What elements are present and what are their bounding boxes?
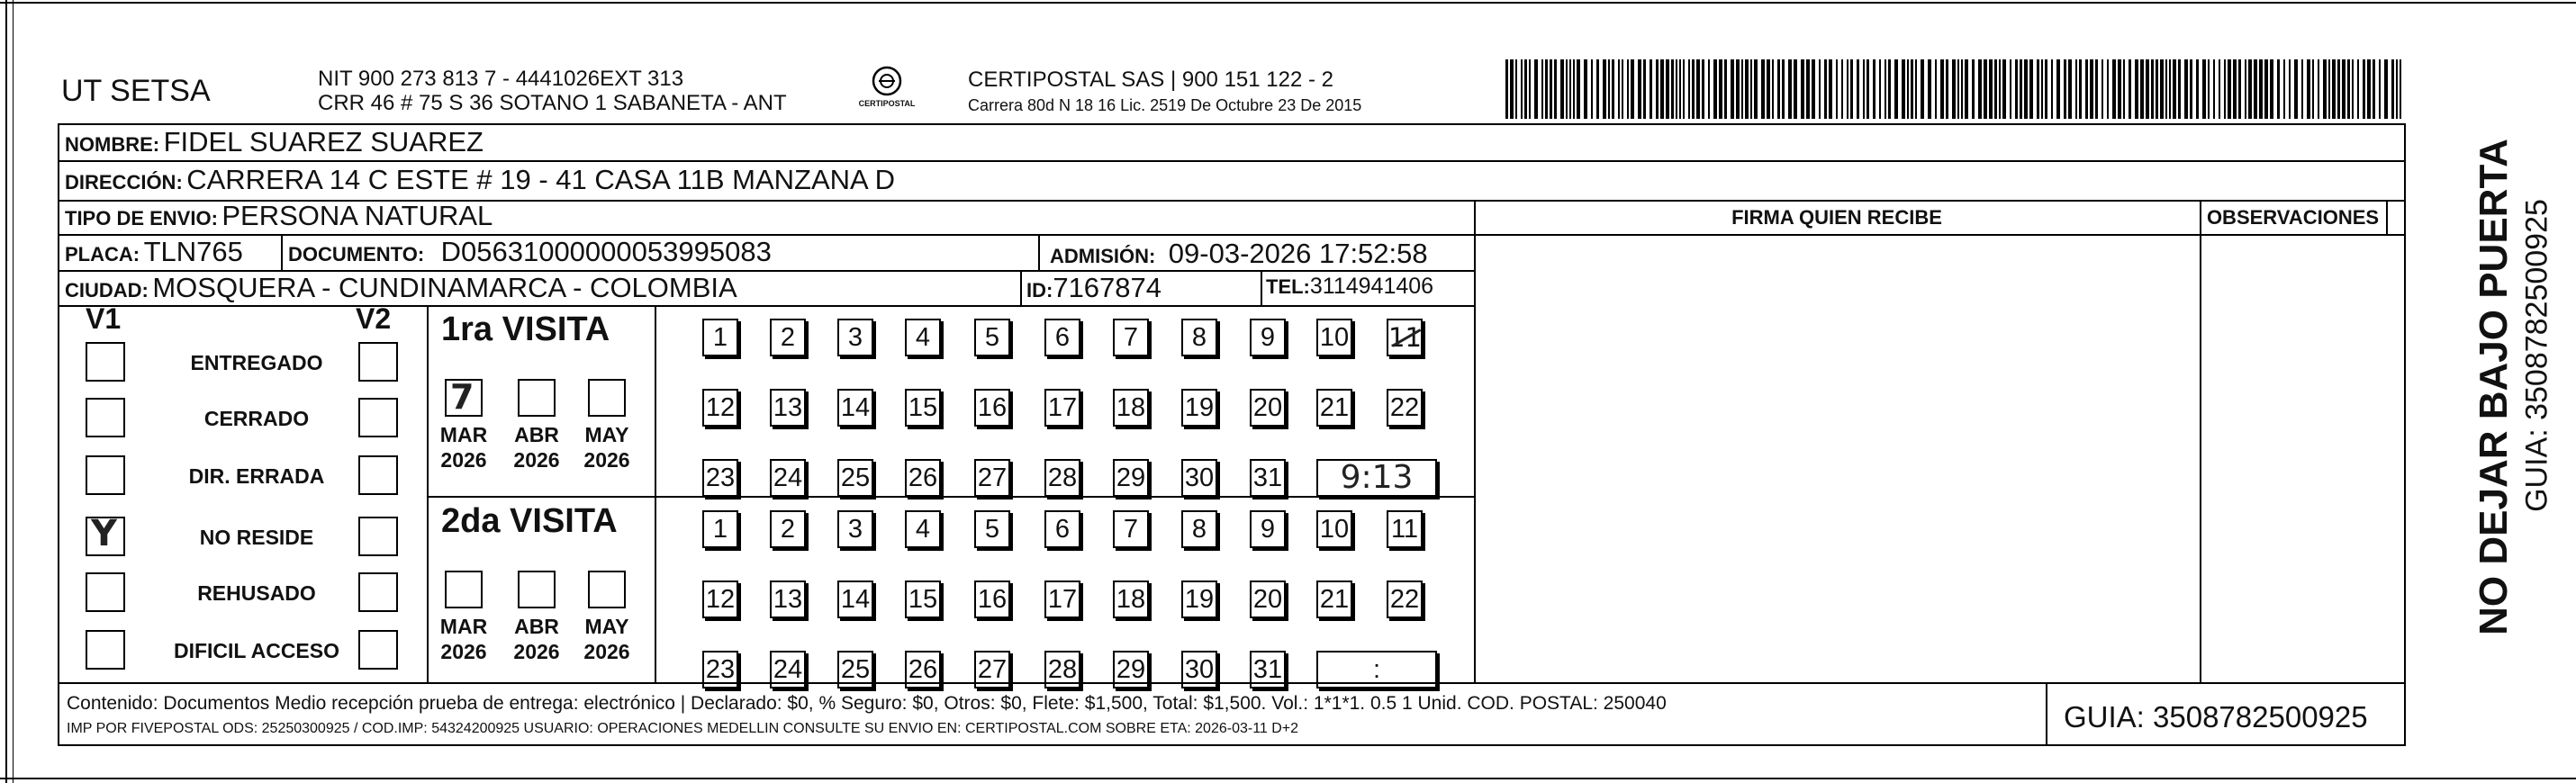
ciudad-field (65, 272, 737, 304)
visit-2-day-21[interactable]: 21 (1316, 580, 1352, 618)
visit-1-day-6[interactable]: 6 (1044, 319, 1080, 356)
col-line (1038, 234, 1040, 270)
visit-2-month-label: MAR (439, 615, 488, 638)
status-label: DIR. ERRADA (188, 464, 325, 488)
placa-value: TLN765 (143, 236, 243, 267)
visit-2-day-17[interactable]: 17 (1044, 580, 1080, 618)
tel-field (1266, 274, 1433, 300)
visit-1-day-24[interactable]: 24 (770, 459, 806, 497)
visit-2-day-24[interactable]: 24 (770, 651, 806, 688)
v1-checkbox-3[interactable] (86, 513, 125, 556)
documento-label: DOCUMENTO: (288, 243, 425, 266)
visit-1-day-30[interactable]: 30 (1181, 459, 1217, 497)
firma-header: FIRMA QUIEN RECIBE (1731, 206, 1942, 229)
visit-1-month-label: MAY (584, 423, 629, 446)
row-line (58, 305, 1476, 307)
visit-2-day-14[interactable]: 14 (837, 580, 873, 618)
visit-2-day-11[interactable]: 11 (1387, 510, 1423, 548)
visit-1-day-14[interactable]: 14 (837, 389, 873, 427)
placa-label: PLACA: (65, 243, 140, 266)
visit-1-day-16[interactable]: 16 (974, 389, 1010, 427)
visit-1-day-12[interactable]: 12 (702, 389, 738, 427)
visit-1-day-25[interactable]: 25 (837, 459, 873, 497)
v1-checkbox-1[interactable] (86, 398, 125, 437)
visit-1-day-15[interactable]: 15 (905, 389, 941, 427)
id-field (1026, 272, 1161, 304)
certipostal-logo (855, 65, 918, 113)
v1-checkbox-5[interactable] (86, 630, 125, 670)
visit-1-day-3[interactable]: 3 (837, 319, 873, 356)
v1-checkbox-4[interactable] (86, 572, 125, 612)
col-line (655, 305, 656, 682)
footer-guia: GUIA: 3508782500925 (2064, 700, 2368, 734)
visit-2-day-27[interactable]: 27 (974, 651, 1010, 688)
visit-2-day-20[interactable]: 20 (1250, 580, 1286, 618)
logo-text: CERTIPOSTAL (858, 99, 916, 108)
visit-2-day-13[interactable]: 13 (770, 580, 806, 618)
visit-2-day-5[interactable]: 5 (974, 510, 1010, 548)
v2-checkbox-3[interactable] (358, 517, 398, 556)
day-handwritten-mark (1392, 328, 1422, 347)
visit-2-time-box[interactable]: : (1316, 651, 1437, 688)
visit-2-day-19[interactable]: 19 (1181, 580, 1217, 618)
admision-field (1050, 238, 1428, 270)
visit-2-day-26[interactable]: 26 (905, 651, 941, 688)
v1-checkbox-0[interactable] (86, 342, 125, 382)
left-border-line (5, 0, 7, 783)
nombre-field (65, 126, 484, 158)
visit-2-year-label: 2026 (513, 640, 560, 663)
visit-1-day-26[interactable]: 26 (905, 459, 941, 497)
direccion-label: DIRECCIÓN: (65, 171, 183, 194)
visit-2-month-checkbox-0[interactable] (445, 571, 483, 608)
tipo-field (65, 200, 493, 232)
status-label: NO RESIDE (199, 526, 314, 549)
v2-checkbox-2[interactable] (358, 455, 398, 495)
col-line (427, 305, 429, 682)
visit-1-day-13[interactable]: 13 (770, 389, 806, 427)
col-line (2386, 200, 2388, 234)
col-line (1474, 200, 1476, 682)
visit-2-month-label: ABR (514, 615, 559, 638)
observaciones-header: OBSERVACIONES (2206, 206, 2380, 229)
visit-1-day-31[interactable]: 31 (1250, 459, 1286, 497)
imp-line: IMP POR FIVEPOSTAL ODS: 25250300925 / COD.IMP: 54324200925 USUARIO: OPERACIONES MEDELLIN CONSULTE SU ENVIO EN: CERTIPOSTAL.COM SOBRE ETA: 2026-03-11 D+2 (67, 721, 1299, 736)
visit-2-day-30[interactable]: 30 (1181, 651, 1217, 688)
visit-1-day-29[interactable]: 29 (1113, 459, 1149, 497)
visit-2-day-12[interactable]: 12 (702, 580, 738, 618)
v2-checkbox-0[interactable] (358, 342, 398, 382)
visit-1-title: 1ra VISITA (441, 310, 610, 348)
v1-handwritten-mark: Y (91, 513, 117, 554)
visit-1-month-checkbox-2[interactable] (588, 379, 626, 417)
visit-1-month-label: ABR (514, 423, 559, 446)
v1-header: V1 (86, 302, 122, 335)
nit-line: NIT 900 273 813 7 - 4441026EXT 313 (318, 67, 684, 91)
col-line (1020, 270, 1022, 305)
col-line (281, 234, 283, 270)
direccion-value: CARRERA 14 C ESTE # 19 - 41 CASA 11B MANZANA D (186, 164, 896, 195)
visit-2-day-10[interactable]: 10 (1316, 510, 1352, 548)
visit-2-day-29[interactable]: 29 (1113, 651, 1149, 688)
tipo-label: TIPO DE ENVIO: (65, 207, 218, 230)
visit-2-title: 2da VISITA (441, 502, 618, 540)
visit-2-day-4[interactable]: 4 (905, 510, 941, 548)
barcode (1505, 59, 2406, 119)
v2-checkbox-4[interactable] (358, 572, 398, 612)
v1-checkbox-2[interactable] (86, 455, 125, 495)
id-label: ID: (1026, 279, 1053, 302)
direccion-field (65, 164, 895, 196)
v2-header: V2 (356, 302, 392, 335)
visit-2-day-1[interactable]: 1 (702, 510, 738, 548)
visit-1-day-23[interactable]: 23 (702, 459, 738, 497)
visit-1-day-1[interactable]: 1 (702, 319, 738, 356)
bottom-border-line (0, 778, 2576, 779)
visit-2-day-22[interactable]: 22 (1387, 580, 1423, 618)
visit-1-day-28[interactable]: 28 (1044, 459, 1080, 497)
visit-1-day-19[interactable]: 19 (1181, 389, 1217, 427)
visit-1-day-22[interactable]: 22 (1387, 389, 1423, 427)
address-line: CRR 46 # 75 S 36 SOTANO 1 SABANETA - ANT (318, 91, 787, 115)
visit-1-day-7[interactable]: 7 (1113, 319, 1149, 356)
no-dejar-text: NO DEJAR BAJO PUERTA (2472, 139, 2516, 635)
status-label: REHUSADO (197, 581, 316, 605)
visit-2-day-9[interactable]: 9 (1250, 510, 1286, 548)
tel-label: TEL: (1266, 275, 1310, 298)
visit-2-day-25[interactable]: 25 (837, 651, 873, 688)
left-inner-line (13, 0, 14, 783)
contenido-line: Contenido: Documentos Medio recepción prueba de entrega: electrónico | Declarado: $0, % Seguro: $0, Otros: $0, Flete: $1,500, Total: $1,500. Vol.: 1*1*1. 0.5 1 Unid. COD. POSTAL: 250040 (67, 693, 1667, 714)
placa-field (65, 236, 243, 268)
visit-2-day-28[interactable]: 28 (1044, 651, 1080, 688)
visit-1-day-8[interactable]: 8 (1181, 319, 1217, 356)
visit-1-day-21[interactable]: 21 (1316, 389, 1352, 427)
visit-1-day-10[interactable]: 10 (1316, 319, 1352, 356)
nombre-label: NOMBRE: (65, 133, 160, 156)
visit-1-day-4[interactable]: 4 (905, 319, 941, 356)
month-handwritten-mark: 7 (450, 377, 475, 417)
visit-1-day-17[interactable]: 17 (1044, 389, 1080, 427)
visit-1-year-label: 2026 (583, 448, 630, 472)
nombre-value: FIDEL SUAREZ SUAREZ (163, 126, 484, 158)
visit-1-day-9[interactable]: 9 (1250, 319, 1286, 356)
visit-2-month-checkbox-2[interactable] (588, 571, 626, 608)
row-line (58, 682, 2406, 684)
visit-1-month-checkbox-0[interactable] (445, 379, 483, 417)
visit-2-day-7[interactable]: 7 (1113, 510, 1149, 548)
tel-value: 3114941406 (1309, 274, 1434, 299)
visit-1-day-2[interactable]: 2 (770, 319, 806, 356)
visit-1-day-20[interactable]: 20 (1250, 389, 1286, 427)
top-border-line (0, 2, 2576, 4)
visit-1-day-27[interactable]: 27 (974, 459, 1010, 497)
visit-1-month-label: MAR (439, 423, 488, 446)
visit-2-year-label: 2026 (440, 640, 487, 663)
admision-label: ADMISIÓN: (1050, 245, 1156, 267)
visit-2-day-23[interactable]: 23 (702, 651, 738, 688)
documento-value: D05631000000053995083 (440, 236, 772, 267)
visit-2-day-16[interactable]: 16 (974, 580, 1010, 618)
carrier-address: Carrera 80d N 18 16 Lic. 2519 De Octubre 23 De 2015 (968, 96, 1362, 114)
visit-2-day-31[interactable]: 31 (1250, 651, 1286, 688)
tipo-value: PERSONA NATURAL (221, 200, 493, 231)
col-line (1261, 270, 1262, 305)
id-value: 7167874 (1053, 272, 1162, 303)
visit-1-day-11[interactable]: 11 (1387, 319, 1423, 356)
visit-1-year-label: 2026 (440, 448, 487, 472)
ciudad-label: CIUDAD: (65, 279, 149, 302)
visit-1-day-18[interactable]: 18 (1113, 389, 1149, 427)
status-label: ENTREGADO (190, 351, 323, 374)
v2-checkbox-1[interactable] (358, 398, 398, 437)
ciudad-value: MOSQUERA - CUNDINAMARCA - COLOMBIA (152, 272, 737, 303)
status-label: DIFICIL ACCESO (173, 639, 339, 662)
status-label: CERRADO (203, 407, 310, 430)
visit-1-time-box[interactable]: 9:13 (1316, 459, 1437, 497)
visit-2-day-3[interactable]: 3 (837, 510, 873, 548)
visit-2-month-label: MAY (584, 615, 629, 638)
visit-2-day-18[interactable]: 18 (1113, 580, 1149, 618)
visit-1-year-label: 2026 (513, 448, 560, 472)
v2-checkbox-5[interactable] (358, 630, 398, 670)
visit-2-year-label: 2026 (583, 640, 630, 663)
col-line (2200, 200, 2201, 682)
visit-2-day-2[interactable]: 2 (770, 510, 806, 548)
admision-value: 09-03-2026 17:52:58 (1168, 238, 1428, 269)
carrier-line: CERTIPOSTAL SAS | 900 151 122 - 2 (968, 68, 1333, 92)
visit-1-day-5[interactable]: 5 (974, 319, 1010, 356)
company-name: UT SETSA (61, 74, 211, 108)
visit-1-month-checkbox-1[interactable] (518, 379, 556, 417)
visit-2-day-6[interactable]: 6 (1044, 510, 1080, 548)
documento-field (288, 236, 772, 268)
visit-2-month-checkbox-1[interactable] (518, 571, 556, 608)
visit-2-day-15[interactable]: 15 (905, 580, 941, 618)
visit-2-day-8[interactable]: 8 (1181, 510, 1217, 548)
row-line (58, 160, 2406, 162)
col-line (2046, 682, 2047, 746)
side-guia-text: GUIA: 3508782500925 (2519, 199, 2554, 512)
